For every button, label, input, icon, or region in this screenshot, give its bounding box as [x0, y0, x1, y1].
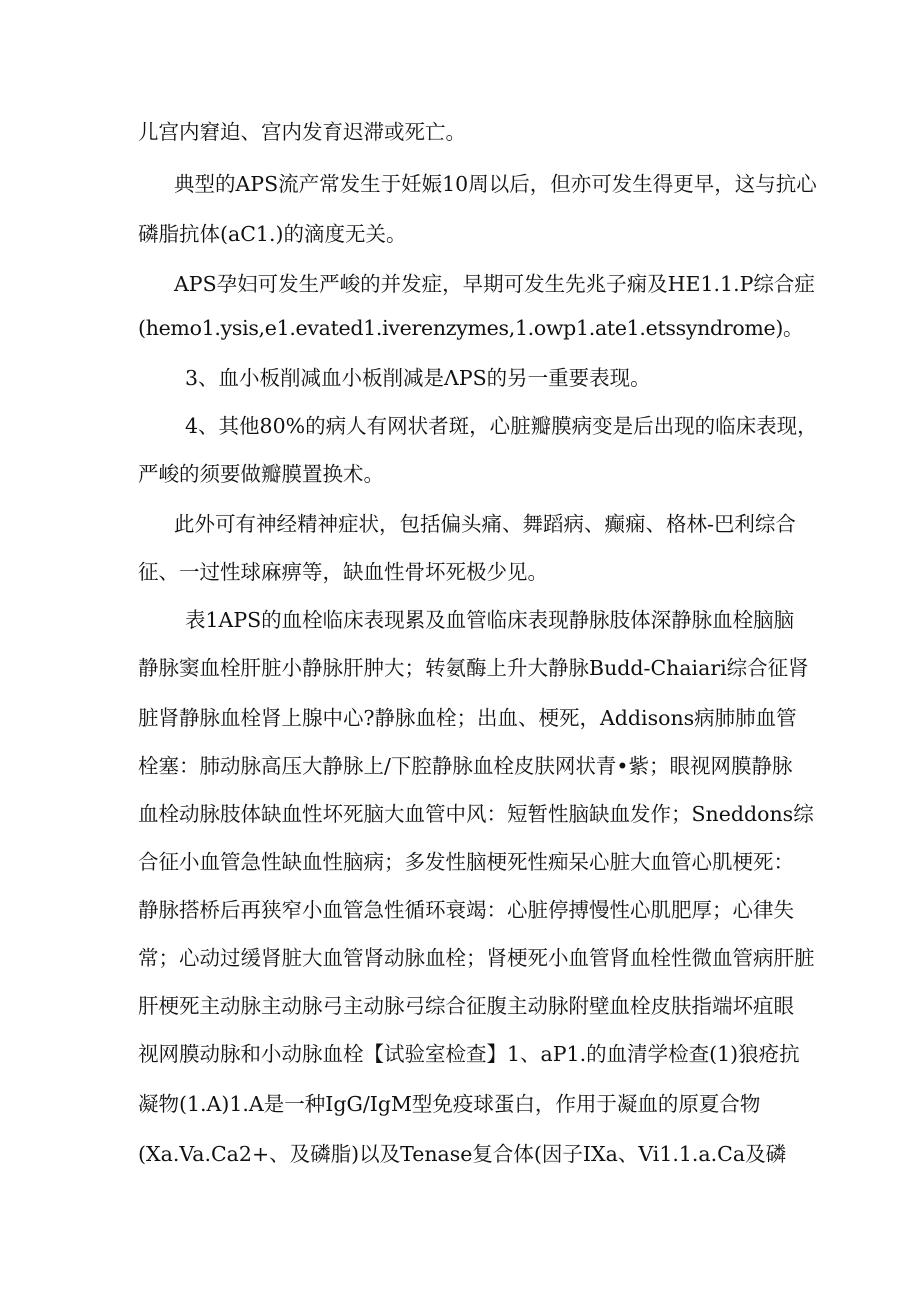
text-line: 4、其他80%的病人有网状者斑，心脏瓣膜病变是后出现的临床表现，	[185, 414, 818, 438]
text-line: 3、血小板削减血小板削减是ΛPS的另一重要表现。	[185, 366, 651, 390]
text-line: 此外可有神经精神症状，包括偏头痛、舞蹈病、癫痫、格林-巴利综合	[174, 512, 796, 536]
text-line: 血栓动脉肢体缺血性坏死脑大血管中风：短暂性脑缺血发作；Sneddons综	[138, 802, 814, 826]
text-line: 合征小血管急性缺血性脑病；多发性脑梗死性痴呆心脏大血管心肌梗死：	[138, 850, 794, 874]
text-line: 视网膜动脉和小动脉血栓【试验室检查】1、aP1.的血清学检查(1)狼疮抗	[138, 1042, 800, 1066]
text-line: (Xa.Va.Ca2+、及磷脂)以及Tenase复合体(因子IXa、Vi1.1.a.Ca及磷	[138, 1142, 787, 1166]
text-line: 常；心动过缓肾脏大血管肾动脉血栓；肾梗死小血管肾血栓性微血管病肝脏	[138, 946, 815, 970]
text-line: 凝物(1.A)1.A是一种IgG/IgM型免疫球蛋白，作用于凝血的原夏合物	[138, 1092, 761, 1116]
text-line: APS孕妇可发生严峻的并发症，早期可发生先兆子痫及HE1.1.P综合症	[174, 272, 815, 296]
text-line: 静脉搭桥后再狭窄小血管急性循环衰竭：心脏停搏慢性心肌肥厚；心律失	[138, 898, 794, 922]
text-line: (hemo1.ysis,e1.evated1.iverenzymes,1.owp1.ate1.etssyndrome)。	[138, 316, 804, 340]
text-line: 栓塞：肺动脉高压大静脉上/下腔静脉血栓皮肤网状青•紫；眼视网膜静脉	[138, 754, 793, 778]
text-line: 磷脂抗体(aC1.)的滴度无关。	[138, 222, 407, 246]
text-line: 肝梗死主动脉主动脉弓主动脉弓综合征腹主动脉附壁血栓皮肤指端坏疽眼	[138, 994, 794, 1018]
text-line: 严峻的须要做瓣膜置换术。	[138, 462, 384, 486]
text-line: 儿宫内窘迫、宫内发育迟滞或死亡。	[138, 120, 466, 144]
text-line: 表1APS的血栓临床表现累及血管临床表现静脉肢体深静脉血栓脑脑	[185, 608, 795, 632]
text-line: 脏肾静脉血栓肾上腺中心?静脉血栓；出血、梗死，Addisons病肺肺血管	[138, 706, 797, 730]
text-line: 征、一过性球麻痹等，缺血性骨坏死极少见。	[138, 560, 548, 584]
text-line: 静脉窦血栓肝脏小静脉肝肿大；转氨酶上升大静脉Budd-Chaiari综合征肾	[138, 656, 809, 680]
text-line: 典型的APS流产常发生于妊娠10周以后，但亦可发生得更早，这与抗心	[174, 172, 817, 196]
